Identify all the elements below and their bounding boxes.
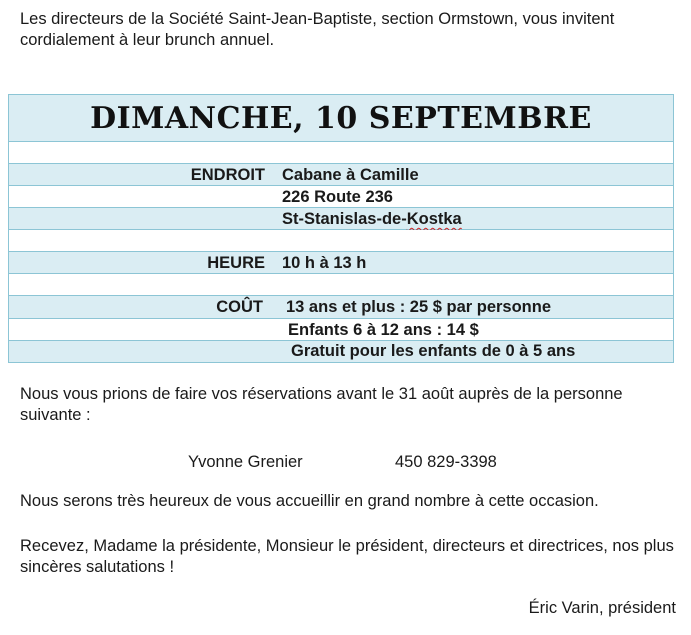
cout-line-3: Gratuit pour les enfants de 0 à 5 ans (291, 342, 576, 360)
table-row-spacer (9, 230, 673, 252)
table-row-cout-3 (9, 341, 673, 362)
endroit-line-3 (282, 210, 462, 229)
intro-paragraph: Les directeurs de la Société Saint-Jean-Baptiste, section Ormstown, vous invitent cordialement à leur brunch annuel. (20, 10, 615, 49)
cout-label: COÛT (216, 298, 263, 316)
welcome-paragraph: Nous serons très heureux de vous accueillir en grand nombre à cette occasion. (20, 492, 599, 510)
city-suffix-misspelled: Kostka (406, 210, 462, 228)
table-row-title (9, 95, 673, 142)
endroit-line-2: 226 Route 236 (282, 188, 393, 206)
table-row-spacer (9, 274, 673, 296)
cout-line-2: Enfants 6 à 12 ans : 14 $ (288, 321, 479, 339)
event-details-table (8, 94, 674, 363)
cout-line-1: 13 ans et plus : 25 $ par personne (286, 298, 552, 316)
endroit-label: ENDROIT (190, 166, 265, 184)
table-row-city (9, 208, 673, 230)
signature: Éric Varin, président (528, 599, 676, 617)
heure-value: 10 h à 13 h (282, 254, 367, 272)
table-row-cout (9, 296, 673, 319)
table-row-cout-2 (9, 319, 673, 341)
table-row-endroit (9, 164, 673, 186)
city-prefix: St-Stanislas-de- (282, 210, 407, 228)
event-date-title: DIMANCHE, 10 SEPTEMBRE (90, 101, 592, 136)
table-row-address (9, 186, 673, 208)
reservation-paragraph: Nous vous prions de faire vos réservations avant le 31 août auprès de la personne suivante : (20, 385, 623, 424)
table-row-heure (9, 252, 673, 274)
heure-label: HEURE (207, 254, 265, 272)
contact-phone: 450 829-3398 (395, 453, 497, 471)
endroit-line-1: Cabane à Camille (282, 166, 419, 184)
closing-paragraph: Recevez, Madame la présidente, Monsieur le président, directeurs et directrices, nos plus sincères salutations ! (20, 537, 674, 576)
table-row-spacer (9, 142, 673, 164)
contact-name: Yvonne Grenier (188, 453, 303, 471)
